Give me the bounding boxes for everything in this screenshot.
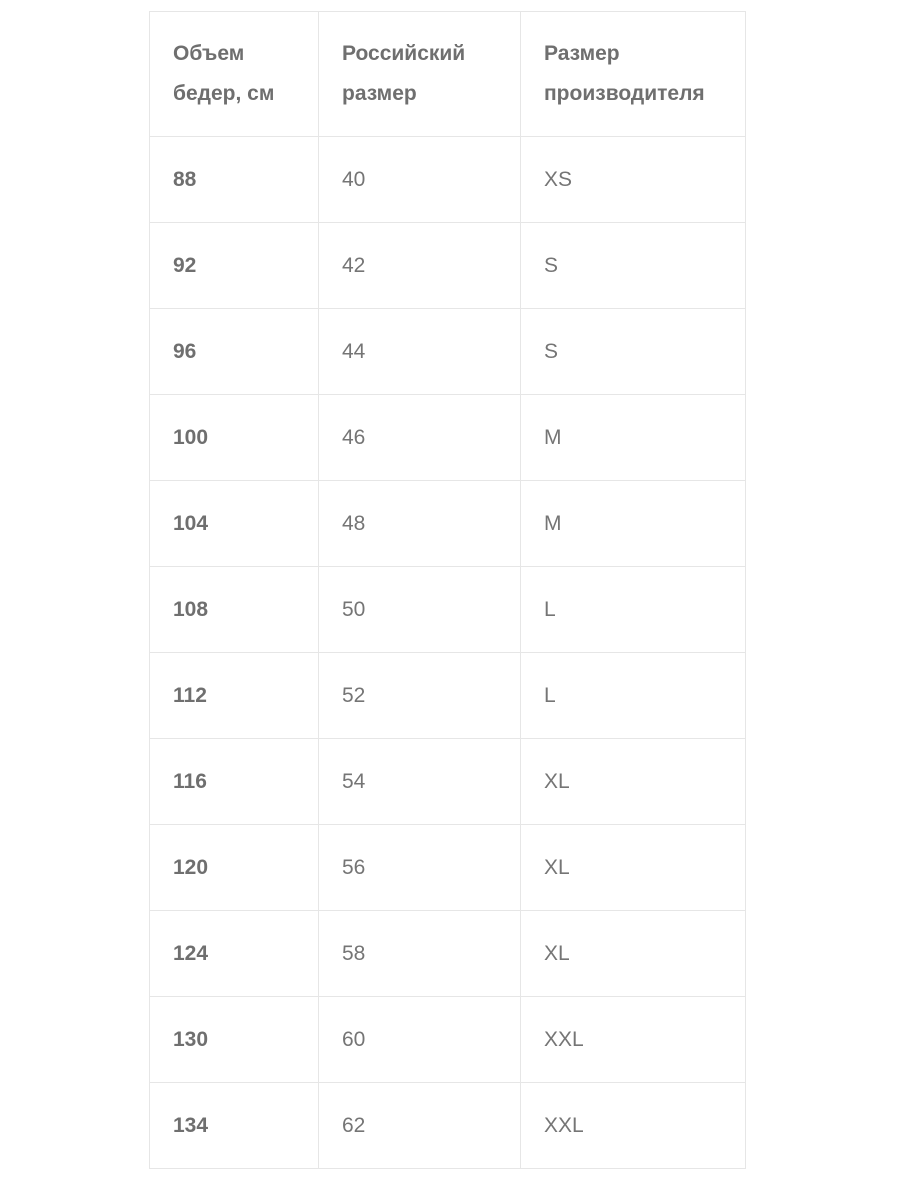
cell-manufacturer-size: XL [521, 911, 746, 997]
cell-hip-circumference: 112 [150, 653, 319, 739]
cell-manufacturer-size: XL [521, 825, 746, 911]
table-row [150, 1083, 746, 1169]
cell-manufacturer-size: XS [521, 137, 746, 223]
size-chart-table [149, 11, 746, 1169]
cell-russian-size: 54 [319, 739, 521, 825]
table-header [150, 12, 746, 137]
cell-manufacturer-size: L [521, 567, 746, 653]
table-row [150, 567, 746, 653]
cell-manufacturer-size: XXL [521, 997, 746, 1083]
cell-hip-circumference: 88 [150, 137, 319, 223]
table-row [150, 825, 746, 911]
cell-russian-size: 44 [319, 309, 521, 395]
cell-hip-circumference: 100 [150, 395, 319, 481]
cell-manufacturer-size: M [521, 481, 746, 567]
cell-hip-circumference: 92 [150, 223, 319, 309]
cell-hip-circumference: 108 [150, 567, 319, 653]
table-body [150, 137, 746, 1169]
cell-manufacturer-size: S [521, 309, 746, 395]
cell-hip-circumference: 124 [150, 911, 319, 997]
cell-russian-size: 42 [319, 223, 521, 309]
cell-hip-circumference: 116 [150, 739, 319, 825]
cell-hip-circumference: 134 [150, 1083, 319, 1169]
cell-manufacturer-size: S [521, 223, 746, 309]
cell-russian-size: 48 [319, 481, 521, 567]
table-row [150, 137, 746, 223]
table-row [150, 395, 746, 481]
header-russian-size: Российский размер [319, 12, 521, 137]
table-row [150, 739, 746, 825]
cell-manufacturer-size: XXL [521, 1083, 746, 1169]
cell-russian-size: 58 [319, 911, 521, 997]
cell-hip-circumference: 96 [150, 309, 319, 395]
table-row [150, 653, 746, 739]
header-manufacturer-size: Размер производителя [521, 12, 746, 137]
cell-russian-size: 52 [319, 653, 521, 739]
cell-russian-size: 50 [319, 567, 521, 653]
header-row [150, 12, 746, 137]
cell-russian-size: 40 [319, 137, 521, 223]
table-row [150, 223, 746, 309]
cell-russian-size: 62 [319, 1083, 521, 1169]
cell-manufacturer-size: XL [521, 739, 746, 825]
cell-hip-circumference: 120 [150, 825, 319, 911]
cell-russian-size: 60 [319, 997, 521, 1083]
table-row [150, 911, 746, 997]
table-row [150, 481, 746, 567]
cell-russian-size: 46 [319, 395, 521, 481]
header-hip-circumference: Объем бедер, см [150, 12, 319, 137]
cell-manufacturer-size: L [521, 653, 746, 739]
cell-hip-circumference: 130 [150, 997, 319, 1083]
table-row [150, 997, 746, 1083]
cell-manufacturer-size: M [521, 395, 746, 481]
table-row [150, 309, 746, 395]
cell-hip-circumference: 104 [150, 481, 319, 567]
cell-russian-size: 56 [319, 825, 521, 911]
